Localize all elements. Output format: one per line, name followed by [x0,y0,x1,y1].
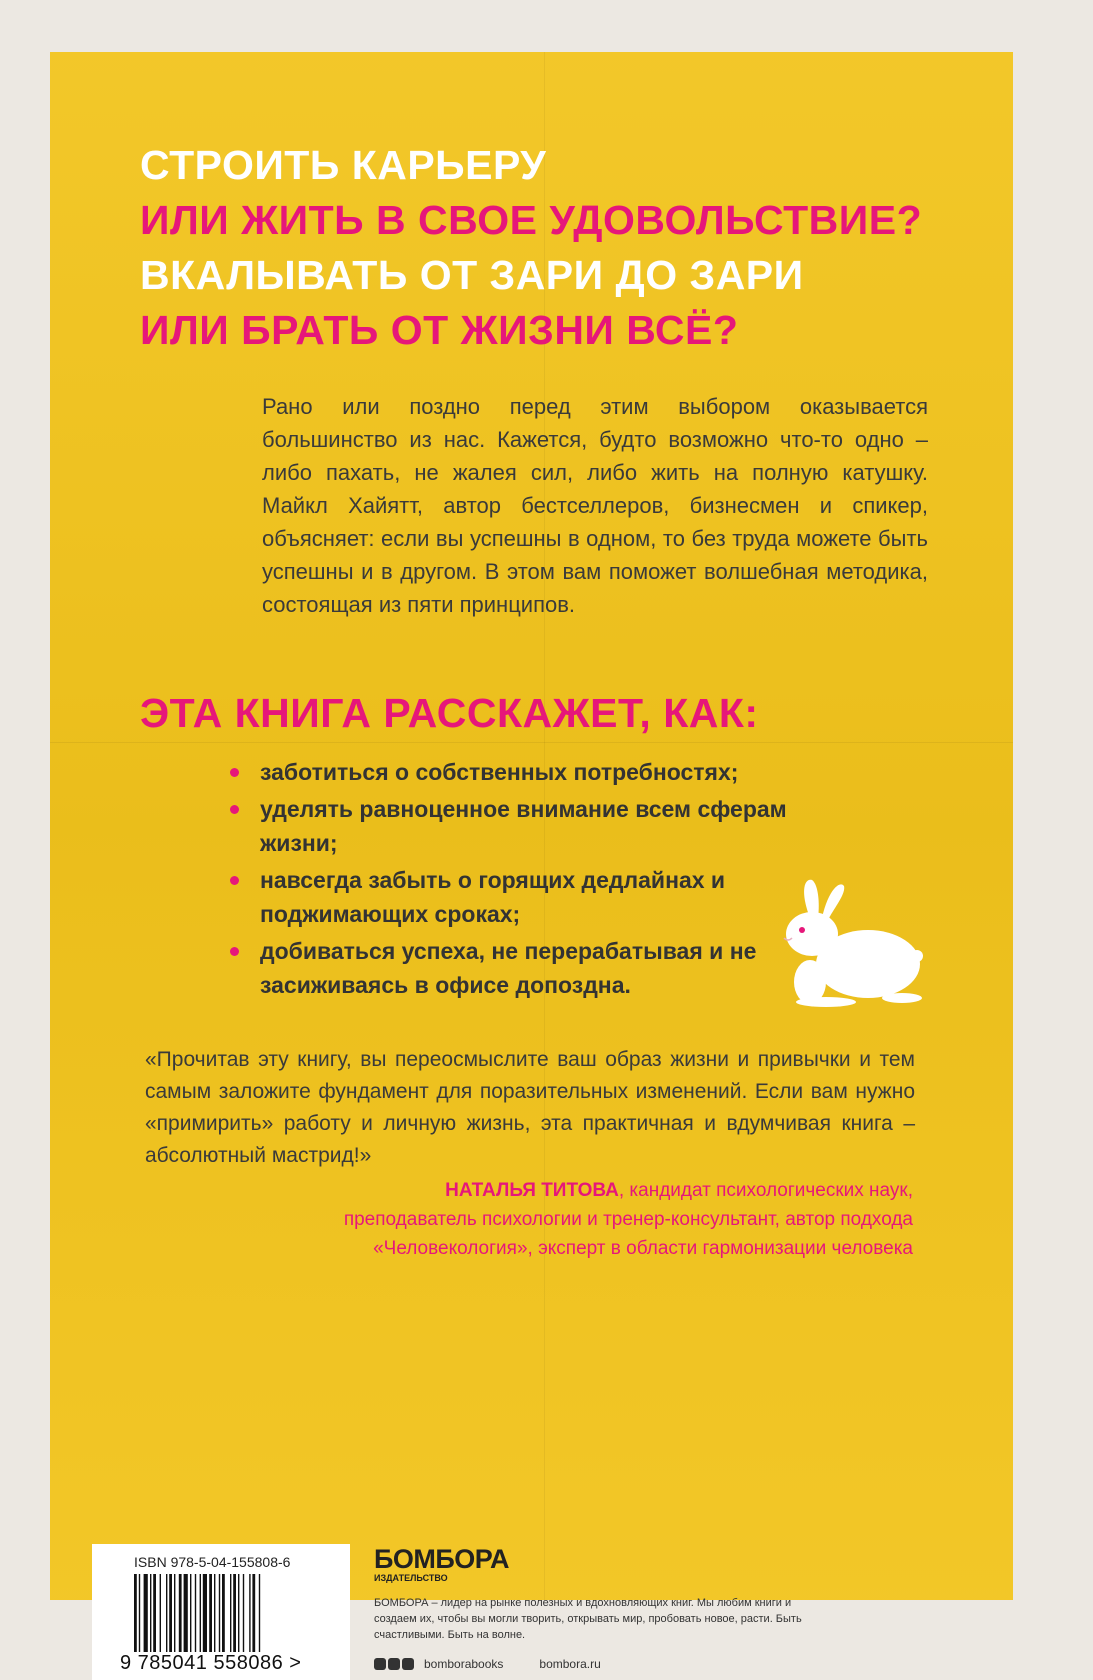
social-icons [374,1658,414,1670]
author-name: НАТАЛЬЯ ТИТОВА [445,1180,619,1201]
barcode-digits: 9 785041 558086 > [120,1652,302,1674]
social-icon [374,1658,386,1670]
subheading: ЭТА КНИГА РАССКАЖЕТ, КАК: [140,690,759,736]
barcode-icon [134,1574,314,1652]
publisher-logo: БОМБОРА [374,1544,509,1574]
list-item-text: уделять равноценное внимание всем сферам жизни; [260,796,787,856]
bullet-dot-icon [230,876,239,885]
social-icon [388,1658,400,1670]
publisher-site-link[interactable]: bombora.ru [539,1657,601,1671]
barcode-panel [92,1544,350,1680]
list-item [230,863,830,931]
headline-line-3: ВКАЛЫВАТЬ ОТ ЗАРИ ДО ЗАРИ [140,252,804,298]
author-credentials: , кандидат психологических наук, преподаватель психологии и тренер-консультант, автор подхода «Человекология», эксперт в области гармонизации человека [343,1180,913,1259]
bullet-dot-icon [230,947,239,956]
publisher-links [374,1657,874,1671]
benefits-list [230,755,830,1005]
list-item-text: заботиться о собственных потребностях; [260,759,739,785]
social-icon [402,1658,414,1670]
book-back-cover [50,52,1013,1600]
publisher-subtitle: ИЗДАТЕЛЬСТВО [374,1573,448,1583]
list-item-text: добиваться успеха, не перерабатывая и не засиживаясь в офисе допоздна. [260,938,757,998]
review-author [313,1176,913,1263]
bullet-dot-icon [230,805,239,814]
publisher-description: БОМБОРА – лидер на рынке полезных и вдохновляющих книг. Мы любим книги и создаем их, чтобы вы могли творить, открывать мир, пробовать новое, расти. Быть счастливыми. Быть на волне. [374,1597,802,1641]
list-item-text: навсегда забыть о горящих дедлайнах и поджимающих сроках; [260,867,726,927]
headline [140,138,922,358]
headline-line-1: СТРОИТЬ КАРЬЕРУ [140,142,547,188]
headline-line-2: ИЛИ ЖИТЬ В СВОЕ УДОВОЛЬСТВИЕ? [140,197,923,243]
rabbit-illustration [770,872,930,1012]
list-item [230,934,830,1002]
review-quote: «Прочитав эту книгу, вы переосмыслите ваш образ жизни и привычки и тем самым заложите фундамент для поразительных изменений. Если вам нужно «примирить» работу и личную жизнь, эта практичная и вдумчивая книга – абсолютный мастрид!» [145,1048,915,1167]
list-item [230,755,830,789]
social-handle[interactable]: bomborabooks [424,1657,504,1671]
headline-line-4: ИЛИ БРАТЬ ОТ ЖИЗНИ ВСЁ? [140,307,739,353]
intro-paragraph: Рано или поздно перед этим выбором оказывается большинство из нас. Кажется, будто возможно что-то одно – либо пахать, не жалея сил, либо жить на полную катушку. Майкл Хайятт, автор бестселлеров, бизнесмен и спикер, объясняет: если вы успешны в одном, то без труда можете быть успешны и в другом. В этом вам поможет волшебная методика, состоящая из пяти принципов. [262,394,928,617]
bullet-dot-icon [230,768,239,777]
fold-line-horizontal [50,742,1013,743]
publisher-block [374,1544,874,1671]
isbn-label: ISBN 978-5-04-155808-6 [134,1554,291,1570]
list-item [230,792,830,860]
